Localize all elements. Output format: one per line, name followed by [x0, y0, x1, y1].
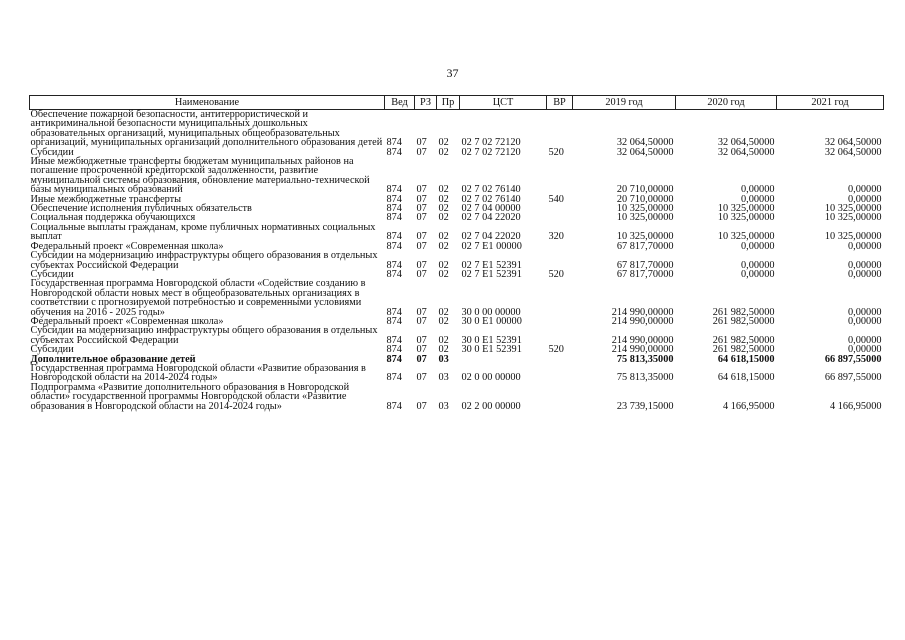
row-2020-cell: 32 064,50000	[717, 146, 775, 158]
row-rz-cell: 07	[416, 372, 427, 384]
row-pr-cell: 03	[438, 372, 449, 384]
row-2019-cell: 214 990,00000	[611, 306, 674, 318]
row-vr-cell	[547, 279, 573, 317]
row-2019-cell: 214 990,00000	[611, 315, 674, 327]
row-2021-cell: 66 897,55000	[824, 372, 882, 384]
row-ved-cell: 874	[386, 146, 402, 158]
row-2021-cell: 10 325,00000	[824, 212, 882, 224]
row-2021-cell: 0,00000	[848, 240, 882, 252]
row-2021-cell: 0,00000	[848, 334, 882, 346]
row-2021-cell: 0,00000	[848, 193, 882, 205]
table-row	[30, 383, 884, 411]
row-cst-cell: 02 7 E1 52391	[461, 268, 522, 280]
row-2021-cell: 0,00000	[848, 259, 882, 271]
row-name-cell: Социальная поддержка обучающихся	[30, 212, 196, 224]
table-row	[30, 279, 884, 317]
row-rz-cell: 07	[416, 400, 427, 412]
row-cst-cell: 02 7 02 76140	[461, 184, 521, 196]
row-ved-cell: 874	[386, 372, 402, 384]
row-pr-cell: 02	[438, 334, 449, 346]
row-2020-cell: 0,00000	[741, 259, 775, 271]
row-ved-cell: 874	[386, 344, 402, 356]
row-pr-cell: 02	[438, 193, 449, 205]
row-vr-cell: 540	[548, 193, 564, 205]
row-ved-cell: 874	[386, 193, 402, 205]
row-cst-cell: 02 7 E1 52391	[461, 259, 522, 271]
row-2020-cell: 0,00000	[741, 240, 775, 252]
table-row	[30, 251, 884, 270]
row-vr-cell	[547, 110, 573, 148]
row-cst-cell: 30 0 E1 00000	[461, 315, 522, 327]
row-rz-cell: 07	[416, 259, 427, 271]
row-2020-cell: 261 982,50000	[712, 334, 775, 346]
row-2020-cell: 4 166,95000	[723, 400, 775, 412]
row-rz-cell: 07	[416, 146, 427, 158]
header-ved: Вед	[385, 96, 415, 110]
budget-table	[29, 95, 884, 411]
row-pr-cell: 02	[438, 184, 449, 196]
row-2021-cell: 32 064,50000	[824, 146, 882, 158]
row-rz-cell: 07	[416, 344, 427, 356]
header-2020: 2020 год	[676, 96, 777, 110]
row-rz-cell: 07	[416, 268, 427, 280]
row-cst-cell: 02 2 00 00000	[461, 400, 521, 412]
row-pr-cell: 02	[438, 203, 449, 215]
row-2020-cell: 0,00000	[741, 268, 775, 280]
row-2020-cell: 64 618,15000	[717, 353, 775, 365]
table-row	[30, 157, 884, 195]
row-pr-cell: 02	[438, 259, 449, 271]
row-pr-cell: 02	[438, 146, 449, 158]
row-name-cell: Иные межбюджетные трансферты бюджетам муниципальных районов на погашение просроченной кредиторской задолженности, развитие муниципальной системы образования, обновление материально-технической базы муниципальных образований	[30, 156, 370, 196]
row-vr-cell	[547, 157, 573, 195]
row-2019-cell: 10 325,00000	[616, 212, 674, 224]
row-name-cell: Субсидии на модернизацию инфраструктуры общего образования в отдельных субъектах Российской Федерации	[30, 325, 378, 346]
row-name-cell: Государственная программа Новгородской области «Содействие созданию в Новгородской области новых мест в общеобразовательных организациях в соответствии с прогнозируемой потребностью и современными условиями обучения на 2016 - 2025 годы»	[30, 278, 366, 318]
row-cst-cell: 30 0 00 00000	[461, 306, 521, 318]
row-rz-cell: 07	[416, 315, 427, 327]
row-2021-cell: 4 166,95000	[830, 400, 882, 412]
row-ved-cell: 874	[386, 259, 402, 271]
row-vr-cell	[547, 326, 573, 345]
page-number: 37	[446, 66, 459, 80]
row-cst-cell: 02 7 02 72120	[461, 146, 521, 158]
row-ved-cell: 874	[386, 353, 402, 365]
row-2020-cell: 261 982,50000	[712, 315, 775, 327]
row-2019-cell: 214 990,00000	[611, 334, 674, 346]
row-2020-cell: 32 064,50000	[717, 137, 775, 149]
row-rz-cell: 07	[416, 137, 427, 149]
row-pr-cell: 02	[438, 268, 449, 280]
row-rz-cell: 07	[416, 193, 427, 205]
row-ved-cell: 874	[386, 203, 402, 215]
row-2019-cell: 67 817,70000	[616, 259, 674, 271]
row-vr-cell	[547, 317, 573, 326]
row-2021-cell: 0,00000	[848, 184, 882, 196]
row-2020-cell: 0,00000	[741, 184, 775, 196]
row-2019-cell: 75 813,35000	[616, 353, 674, 365]
header-pr: Пр	[437, 96, 460, 110]
row-name-cell: Социальные выплаты гражданам, кроме публичных нормативных социальных выплат	[30, 221, 376, 243]
row-name-cell: Иные межбюджетные трансферты	[30, 193, 182, 205]
row-rz-cell: 07	[416, 212, 427, 224]
row-ved-cell: 874	[386, 268, 402, 280]
row-cst-cell	[460, 355, 547, 364]
row-pr-cell: 02	[438, 240, 449, 252]
row-name-cell: Дополнительное образование детей	[30, 353, 196, 365]
row-name-cell: Обеспечение исполнения публичных обязательств	[30, 203, 252, 215]
row-rz-cell: 07	[416, 184, 427, 196]
row-2021-cell: 10 325,00000	[824, 203, 882, 215]
header-cst: ЦСТ	[460, 96, 547, 110]
row-cst-cell: 02 7 02 72120	[461, 137, 521, 149]
row-vr-cell: 520	[548, 268, 564, 280]
row-2020-cell: 64 618,15000	[717, 372, 775, 384]
row-vr-cell: 320	[548, 231, 564, 243]
row-cst-cell: 02 7 04 22020	[461, 212, 521, 224]
row-vr-cell	[547, 204, 573, 213]
header-2019: 2019 год	[573, 96, 676, 110]
row-ved-cell: 874	[386, 334, 402, 346]
row-2020-cell: 261 982,50000	[712, 306, 775, 318]
header-rz: РЗ	[415, 96, 437, 110]
row-cst-cell: 02 7 02 76140	[461, 193, 521, 205]
row-2020-cell: 10 325,00000	[717, 231, 775, 243]
row-vr-cell	[547, 242, 573, 251]
table-body	[30, 110, 884, 412]
row-name-cell: Федеральный проект «Современная школа»	[30, 315, 224, 327]
row-name-cell: Федеральный проект «Современная школа»	[30, 240, 224, 252]
row-2021-cell: 10 325,00000	[824, 231, 882, 243]
row-pr-cell: 02	[438, 306, 449, 318]
row-2019-cell: 214 990,00000	[611, 344, 674, 356]
row-pr-cell: 02	[438, 315, 449, 327]
table-row	[30, 110, 884, 148]
row-2021-cell: 66 897,55000	[824, 353, 882, 365]
row-cst-cell: 02 7 04 00000	[461, 203, 521, 215]
row-2019-cell: 32 064,50000	[616, 146, 674, 158]
row-rz-cell: 07	[416, 306, 427, 318]
row-2020-cell: 261 982,50000	[712, 344, 775, 356]
table-row	[30, 364, 884, 383]
row-pr-cell: 02	[438, 212, 449, 224]
row-pr-cell: 03	[438, 353, 449, 365]
row-vr-cell	[547, 251, 573, 270]
row-pr-cell: 02	[438, 344, 449, 356]
row-2020-cell: 10 325,00000	[717, 212, 775, 224]
row-name-cell: Субсидии	[30, 146, 74, 158]
row-vr-cell	[547, 355, 573, 364]
header-2021: 2021 год	[777, 96, 884, 110]
row-ved-cell: 874	[386, 240, 402, 252]
table-header	[30, 96, 884, 110]
row-2021-cell: 0,00000	[848, 344, 882, 356]
row-ved-cell: 874	[386, 400, 402, 412]
header-name: Наименование	[30, 96, 385, 110]
header-vr: ВР	[547, 96, 573, 110]
row-vr-cell	[547, 213, 573, 222]
row-rz-cell: 07	[416, 353, 427, 365]
row-cst-cell: 30 0 E1 52391	[461, 344, 522, 356]
row-name-cell: Подпрограмма «Развитие дополнительного образования в Новгородской области» государственной программы Новгородской области «Развитие образования в Новгородской области на 2014-2024 годы»	[30, 381, 350, 412]
row-2019-cell: 10 325,00000	[616, 231, 674, 243]
row-ved-cell: 874	[386, 184, 402, 196]
row-vr-cell	[547, 364, 573, 383]
row-name-cell: Субсидии	[30, 344, 74, 356]
row-2021-cell: 0,00000	[848, 306, 882, 318]
row-2019-cell: 32 064,50000	[616, 137, 674, 149]
row-cst-cell: 02 7 04 22020	[461, 231, 521, 243]
row-ved-cell: 874	[386, 212, 402, 224]
row-2019-cell: 20 710,00000	[616, 184, 674, 196]
row-rz-cell: 07	[416, 240, 427, 252]
row-2019-cell: 20 710,00000	[616, 193, 674, 205]
row-vr-cell: 520	[548, 146, 564, 158]
row-pr-cell: 03	[438, 400, 449, 412]
table-row	[30, 326, 884, 345]
row-ved-cell: 874	[386, 231, 402, 243]
row-2019-cell: 10 325,00000	[616, 203, 674, 215]
row-2019-cell: 75 813,35000	[616, 372, 674, 384]
row-cst-cell: 02 0 00 00000	[461, 372, 521, 384]
row-2019-cell: 67 817,70000	[616, 240, 674, 252]
row-2019-cell: 67 817,70000	[616, 268, 674, 280]
row-name-cell: Государственная программа Новгородской области «Развитие образования в Новгородской области на 2014-2024 годы»	[30, 362, 366, 384]
row-ved-cell: 874	[386, 315, 402, 327]
row-rz-cell: 07	[416, 203, 427, 215]
row-2019-cell: 23 739,15000	[616, 400, 674, 412]
row-pr-cell: 02	[438, 231, 449, 243]
row-cst-cell: 02 7 E1 00000	[461, 240, 522, 252]
row-rz-cell: 07	[416, 231, 427, 243]
row-vr-cell: 520	[548, 344, 564, 356]
row-rz-cell: 07	[416, 334, 427, 346]
row-name-cell: Обеспечение пожарной безопасности, антитеррористической и антикриминальной безопасности муниципальных дошкольных образовательных организаций, муниципальных общеобразовательных организаций, муниципальных организаций дополнительного образования детей	[30, 109, 383, 149]
row-2021-cell: 0,00000	[848, 268, 882, 280]
row-ved-cell: 874	[386, 306, 402, 318]
row-2021-cell: 32 064,50000	[824, 137, 882, 149]
row-2021-cell: 0,00000	[848, 315, 882, 327]
row-pr-cell: 02	[438, 137, 449, 149]
row-2020-cell: 10 325,00000	[717, 203, 775, 215]
row-cst-cell: 30 0 E1 52391	[461, 334, 522, 346]
row-name-cell: Субсидии на модернизацию инфраструктуры общего образования в отдельных субъектах Российской Федерации	[30, 250, 378, 271]
row-2020-cell: 0,00000	[741, 193, 775, 205]
row-name-cell: Субсидии	[30, 268, 74, 280]
table-row	[30, 223, 884, 242]
header-row	[30, 96, 884, 110]
row-ved-cell: 874	[386, 137, 402, 149]
row-vr-cell	[547, 383, 573, 411]
